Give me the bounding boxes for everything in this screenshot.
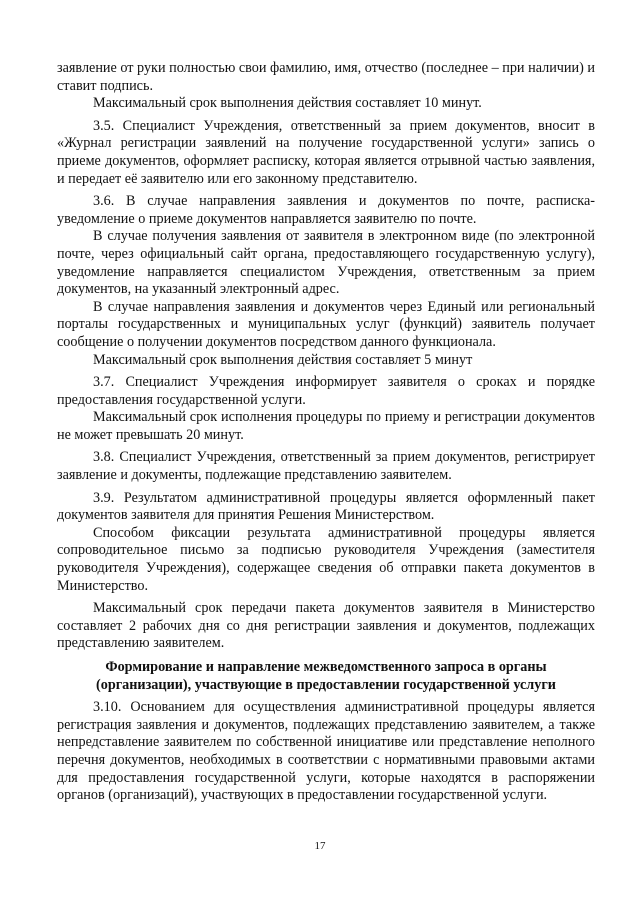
paragraph-max-time-5: Максимальный срок выполнения действия составляет 5 минут xyxy=(93,351,473,368)
paragraph-continuation: заявление от руки полностью свои фамилию, имя, отчество (последнее – при наличии) и ставит подпись. xyxy=(57,60,595,94)
paragraph-transfer-time: Максимальный срок передачи пакета документов заявителя в Министерство составляет 2 рабочих дня со дня регистрации заявления и документов, подлежащих представлению заявителем. xyxy=(57,600,595,652)
page-number: 17 xyxy=(314,840,326,852)
paragraph-electronic: В случае получения заявления от заявителя в электронном виде (по электронной почте, через официальный сайт органа, предоставляющего государственную услугу), уведомление направляется специалистом Учреждения, ответственным за прием документов, на указанный электронный адрес. xyxy=(57,228,595,298)
paragraph-fixation: Способом фиксации результата административной процедуры является сопроводительное письмо за подписью руководителя Учреждения (заместителя руководителя Учреждения), содержащее сведения об отправки пакета документов в Министерство. xyxy=(57,524,595,594)
document-page xyxy=(57,60,595,805)
paragraph-max-time-10: Максимальный срок выполнения действия составляет 10 минут. xyxy=(93,95,482,112)
paragraph-3-10: 3.10. Основанием для осуществления административной процедуры является регистрация заявления и документов, подлежащих представлению заявителем, а также непредставление заявителем по собственной инициативе или представление неполного перечня документов, необходимых в соответствии с нормативными правовыми актами для предоставления государственной услуги, которые находятся в распоряжении органов (организаций), участвующих в предоставлении государственной услуги. xyxy=(57,699,595,804)
paragraph-3-6: 3.6. В случае направления заявления и документов по почте, расписка-уведомление о приеме документов направляется заявителю по почте. xyxy=(57,193,595,227)
paragraph-3-9: 3.9. Результатом административной процедуры является оформленный пакет документов заявителя для принятия Решения Министерством. xyxy=(57,489,595,524)
paragraph-portal: В случае направления заявления и документов через Единый или региональный порталы государственных и муниципальных услуг (функций) заявитель получает сообщение о получении документов посредством данного функционала. xyxy=(57,298,595,350)
paragraph-max-time-20: Максимальный срок исполнения процедуры по приему и регистрации документов не может превышать 20 минут. xyxy=(57,409,595,443)
paragraph-3-7: 3.7. Специалист Учреждения информирует заявителя о сроках и порядке предоставления государственной услуги. xyxy=(57,374,595,408)
paragraph-3-8: 3.8. Специалист Учреждения, ответственный за прием документов, регистрирует заявление и документы, подлежащие представлению заявителем. xyxy=(57,449,595,484)
paragraph-3-5: 3.5. Специалист Учреждения, ответственный за прием документов, вносит в «Журнал регистрации заявлений на получение государственной услуги» запись о приеме документов, оформляет расписку, которая является отрывной частью заявления, и передает её заявителю или его законному представителю. xyxy=(57,117,595,187)
section-heading: Формирование и направление межведомственного запроса в органы (организации), участвующие в предоставлении государственной услуги xyxy=(96,659,556,693)
